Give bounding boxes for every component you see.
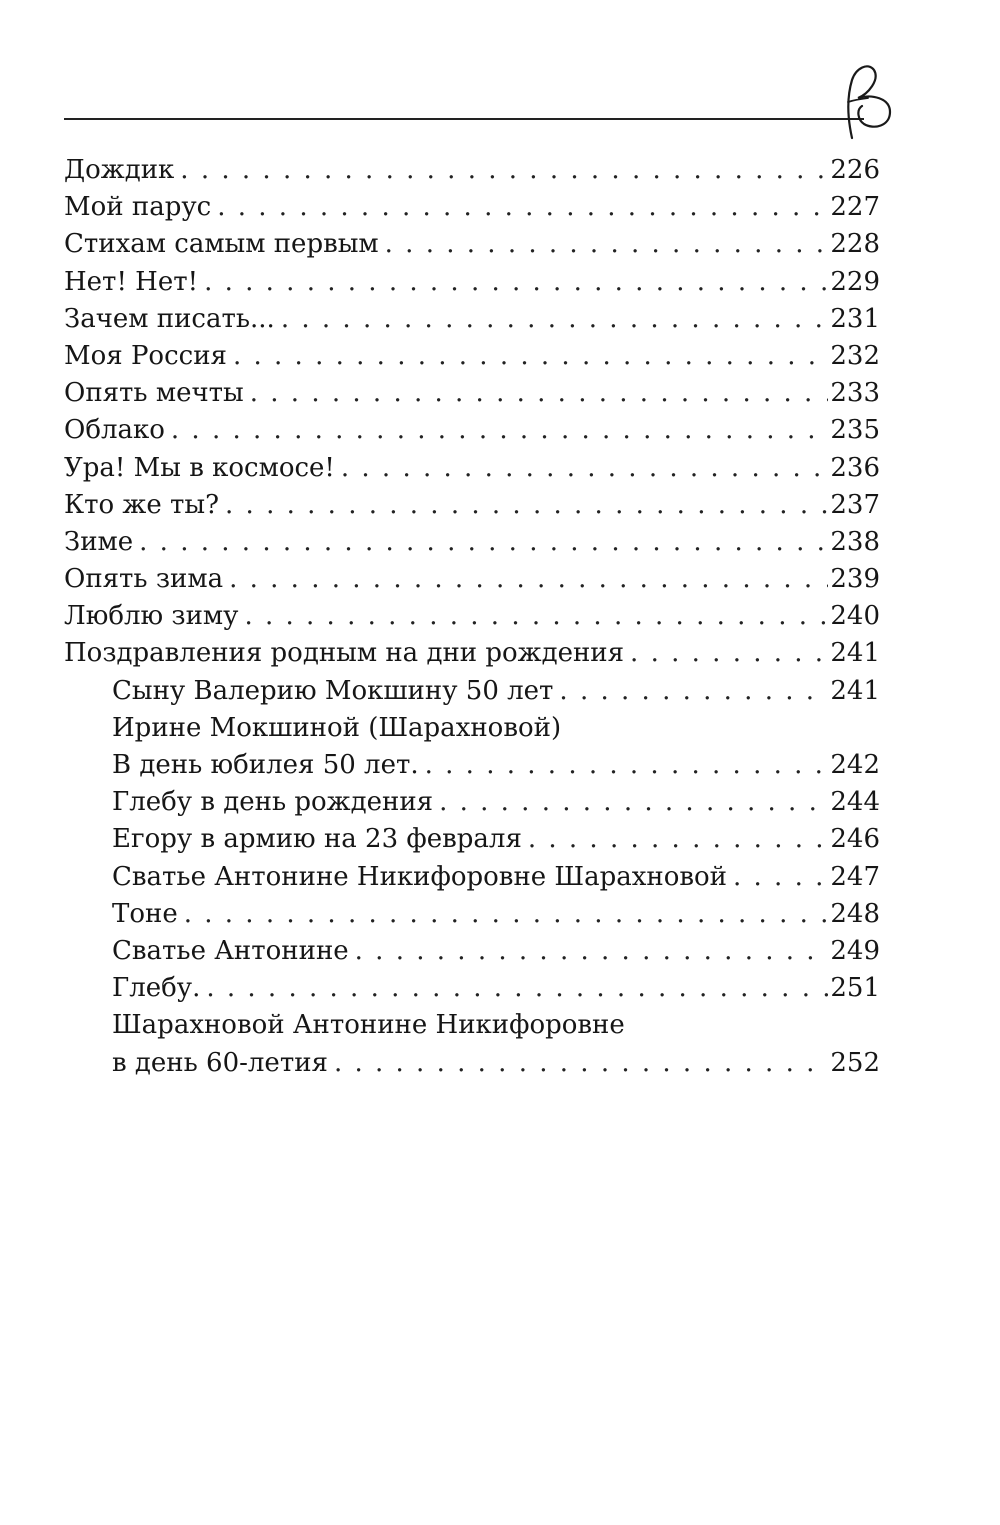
toc-entry-title: В день юбилея 50 лет. [112, 750, 419, 780]
toc-subentry [64, 821, 880, 858]
dot-leader [206, 970, 828, 1007]
toc-subentry [64, 710, 880, 747]
toc-entry-title: Сватье Антонине Никифоровне Шарахновой [112, 861, 727, 892]
toc-entry-title: Сыну Валерию Мокшину 50 лет [112, 675, 554, 706]
toc-entry [64, 226, 880, 263]
toc-entry-title: Сватье Антонине [112, 935, 349, 966]
toc-entry-title: Глебу в день рождения [112, 787, 434, 818]
toc-entry-title: Зиме [64, 526, 134, 557]
toc-entry-page: 227 [830, 192, 880, 223]
table-of-contents [64, 152, 880, 1082]
toc-subentry [64, 1045, 880, 1082]
toc-entry-page: 229 [830, 266, 880, 297]
toc-entry-page: 252 [830, 1047, 880, 1078]
toc-entry-page: 226 [830, 155, 880, 185]
toc-entry-title: Дождик [64, 155, 175, 185]
dot-leader [139, 524, 828, 561]
dot-leader [528, 821, 829, 858]
toc-entry-title: Нет! Нет! [64, 266, 199, 297]
toc-entry-title: Опять зима [64, 564, 224, 595]
dot-leader [559, 673, 828, 710]
toc-entry-title: Стихам самым первым [64, 229, 379, 260]
dot-leader [180, 152, 828, 189]
toc-entry-title: Кто же ты? [64, 489, 220, 520]
toc-subentry [64, 859, 880, 896]
toc-entry [64, 524, 880, 561]
dot-leader [225, 487, 828, 524]
toc-entry-page: 240 [830, 601, 880, 632]
toc-subentry [64, 673, 880, 710]
toc-entry-title: Тоне [112, 898, 178, 929]
toc-entry [64, 152, 880, 189]
dot-leader [439, 784, 828, 821]
toc-entry-page: 237 [830, 489, 880, 520]
dot-leader [217, 189, 828, 226]
dot-leader [233, 338, 828, 375]
toc-entry [64, 264, 880, 301]
toc-entry-page: 247 [830, 861, 880, 892]
dot-leader [281, 301, 829, 338]
ornamental-b-logo [838, 60, 908, 140]
dot-leader [385, 226, 829, 263]
toc-entry-title: Люблю зиму [64, 601, 239, 632]
toc-entry-title: Облако [64, 415, 165, 446]
toc-subentry [64, 784, 880, 821]
dot-leader [171, 412, 828, 449]
dot-leader [341, 450, 828, 487]
toc-entry-title: Поздравления родным на дни рождения [64, 638, 625, 669]
toc-entry-title: Егору в армию на 23 февраля [112, 824, 522, 855]
toc-entry-page: 233 [830, 378, 880, 409]
dot-leader [204, 264, 828, 301]
toc-entry-title: Мой парус [64, 192, 212, 223]
toc-entry-page: 246 [830, 824, 880, 855]
toc-entry-title: Ирине Мокшиной (Шарахновой) [112, 712, 562, 743]
toc-entry-page: 238 [830, 526, 880, 557]
toc-entry [64, 450, 880, 487]
toc-subentry [64, 1007, 880, 1044]
toc-entry-page: 239 [830, 564, 880, 595]
toc-entry [64, 412, 880, 449]
dot-leader [229, 561, 828, 598]
dot-leader [425, 747, 829, 784]
dot-leader [244, 598, 828, 635]
toc-entry-page: 231 [830, 303, 880, 334]
toc-entry [64, 487, 880, 524]
toc-entry-page: 241 [830, 638, 880, 669]
toc-entry-page: 251 [830, 973, 880, 1004]
toc-entry-title: Глебу. [112, 973, 201, 1004]
toc-subentry [64, 933, 880, 970]
toc-entry-title: Шарахновой Антонине Никифоровне [112, 1010, 625, 1041]
dot-leader [250, 375, 829, 412]
toc-subentry [64, 896, 880, 933]
toc-entry-title: Зачем писать... [64, 303, 275, 334]
toc-entry-page: 248 [830, 898, 880, 929]
toc-entry-page: 241 [830, 675, 880, 706]
toc-entry-page: 235 [830, 415, 880, 446]
dot-leader [184, 896, 829, 933]
toc-entry [64, 635, 880, 672]
toc-entry-page: 242 [830, 750, 880, 780]
dot-leader [733, 859, 828, 896]
toc-entry [64, 338, 880, 375]
dot-leader [630, 635, 828, 672]
toc-entry-page: 228 [830, 229, 880, 260]
toc-entry [64, 598, 880, 635]
toc-entry-title: Опять мечты [64, 378, 244, 409]
dot-leader [334, 1045, 828, 1082]
toc-entry [64, 375, 880, 412]
toc-entry-title: Ура! Мы в космосе! [64, 452, 335, 483]
toc-entry-page: 232 [830, 340, 880, 371]
toc-entry-title: в день 60-летия [112, 1047, 328, 1078]
toc-entry-page: 236 [830, 452, 880, 483]
toc-entry-title: Моя Россия [64, 340, 227, 371]
toc-entry [64, 189, 880, 226]
toc-subentry [64, 970, 880, 1007]
toc-entry [64, 301, 880, 338]
dot-leader [355, 933, 829, 970]
toc-subentry [64, 747, 880, 784]
toc-entry [64, 561, 880, 598]
toc-entry-page: 244 [830, 787, 880, 818]
toc-entry-page: 249 [830, 935, 880, 966]
header-rule [64, 118, 864, 120]
